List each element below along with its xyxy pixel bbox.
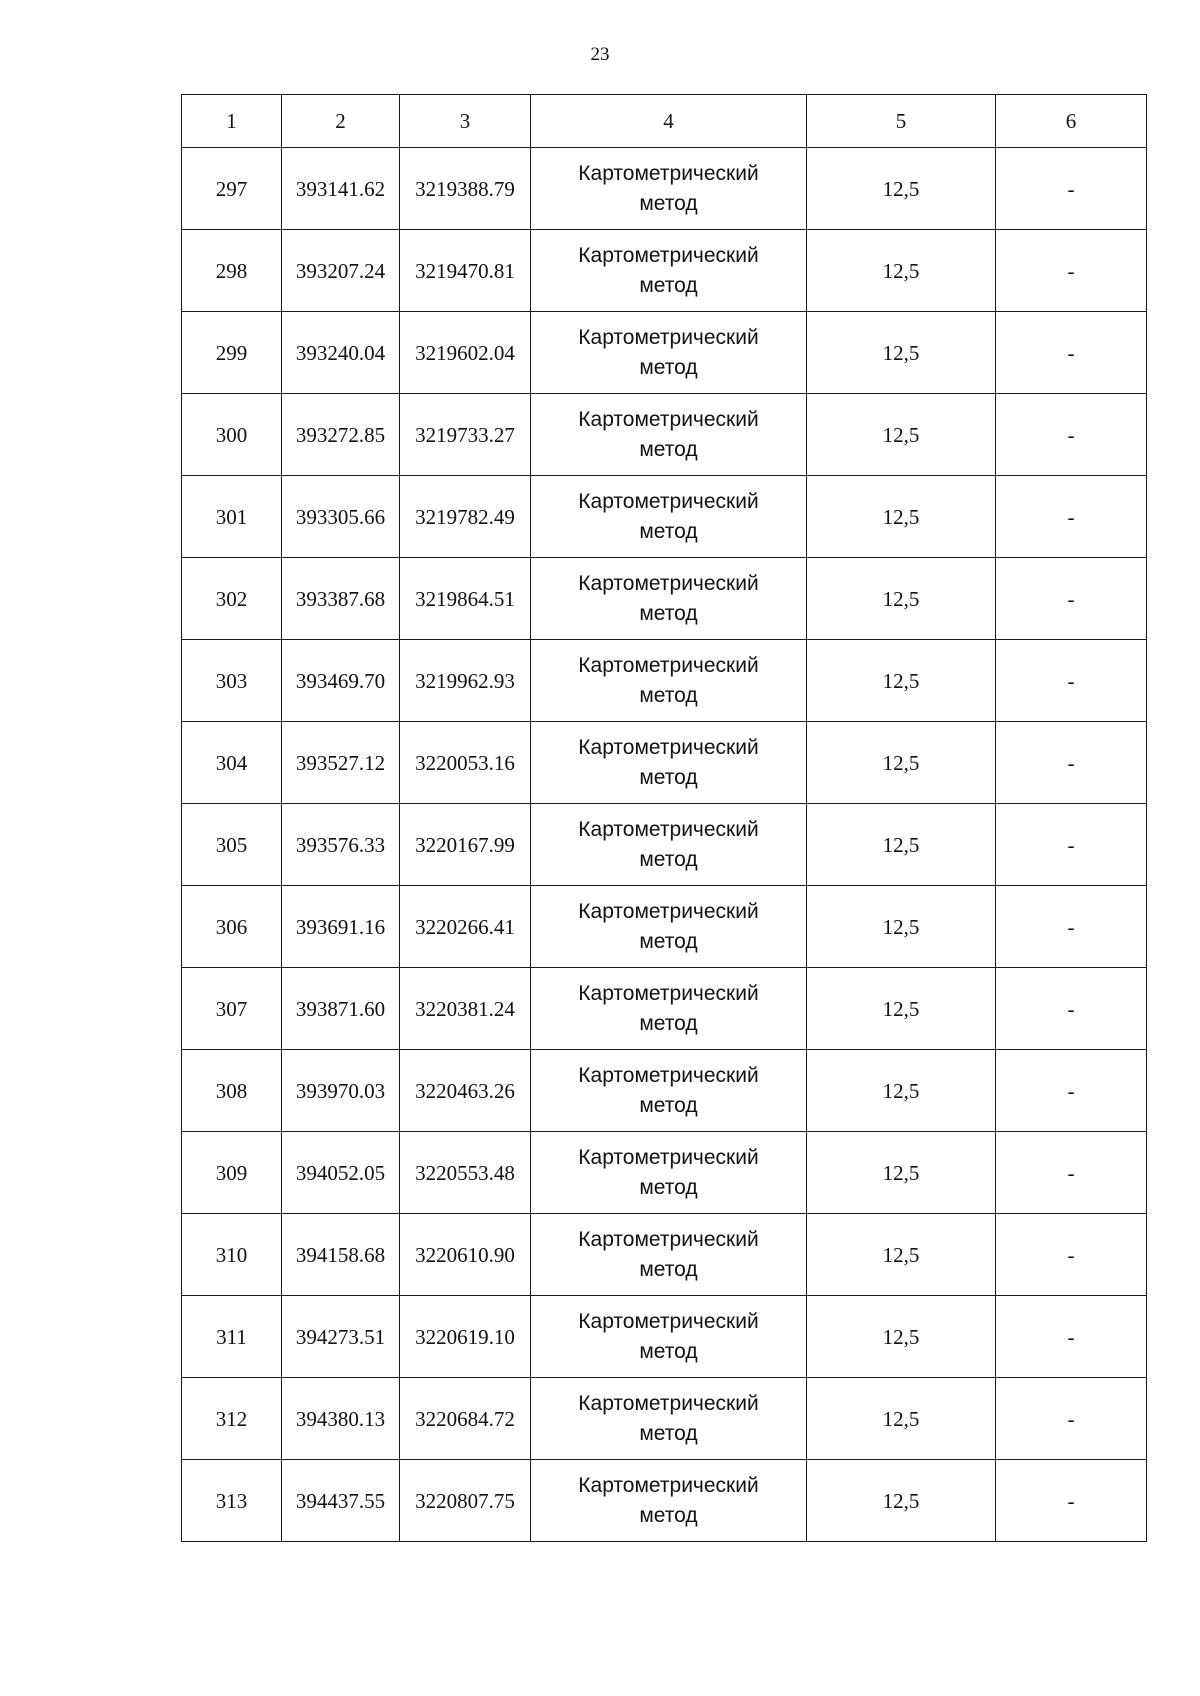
coordinate-x-cell: 394380.13 [282,1378,400,1460]
table-header [182,95,1147,148]
method-cell [531,968,807,1050]
note-cell: - [996,722,1147,804]
table-row [182,394,1147,476]
point-number-cell: 297 [182,148,282,230]
method-cell [531,1378,807,1460]
accuracy-cell: 12,5 [807,640,996,722]
method-line-2: метод [639,1421,698,1445]
method-line-2: метод [639,929,698,953]
method-cell [531,886,807,968]
method-cell [531,1460,807,1542]
accuracy-cell: 12,5 [807,1050,996,1132]
coordinate-x-cell: 393141.62 [282,148,400,230]
note-cell: - [996,968,1147,1050]
header-col-4: 4 [531,95,807,148]
method-line-2: метод [639,847,698,871]
table-row [182,1214,1147,1296]
table-row [182,886,1147,968]
method-line-1: Картометрический [578,571,759,595]
table-row [182,1132,1147,1214]
accuracy-cell: 12,5 [807,722,996,804]
coordinate-y-cell: 3220684.72 [400,1378,531,1460]
table-row [182,640,1147,722]
method-cell [531,804,807,886]
note-cell: - [996,1460,1147,1542]
method-line-2: метод [639,1011,698,1035]
coordinate-y-cell: 3220553.48 [400,1132,531,1214]
note-cell: - [996,1296,1147,1378]
method-line-2: метод [639,273,698,297]
table-row [182,312,1147,394]
method-line-1: Картометрический [578,653,759,677]
note-cell: - [996,394,1147,476]
page-number: 23 [590,44,610,65]
coordinate-x-cell: 393305.66 [282,476,400,558]
method-line-2: метод [639,191,698,215]
point-number-cell: 303 [182,640,282,722]
point-number-cell: 305 [182,804,282,886]
point-number-cell: 302 [182,558,282,640]
header-col-3: 3 [400,95,531,148]
coordinate-x-cell: 393970.03 [282,1050,400,1132]
coordinate-y-cell: 3219388.79 [400,148,531,230]
point-number-cell: 301 [182,476,282,558]
coordinate-y-cell: 3220266.41 [400,886,531,968]
accuracy-cell: 12,5 [807,394,996,476]
method-line-2: метод [639,1175,698,1199]
coordinate-x-cell: 393576.33 [282,804,400,886]
method-line-1: Картометрический [578,1227,759,1251]
table-row [182,804,1147,886]
method-line-1: Картометрический [578,489,759,513]
method-line-2: метод [639,601,698,625]
point-number-cell: 308 [182,1050,282,1132]
coordinate-y-cell: 3220619.10 [400,1296,531,1378]
table-row [182,1050,1147,1132]
coordinate-y-cell: 3219470.81 [400,230,531,312]
accuracy-cell: 12,5 [807,1214,996,1296]
accuracy-cell: 12,5 [807,312,996,394]
method-line-2: метод [639,1339,698,1363]
accuracy-cell: 12,5 [807,476,996,558]
note-cell: - [996,1214,1147,1296]
method-cell [531,476,807,558]
coordinate-y-cell: 3219782.49 [400,476,531,558]
coordinate-y-cell: 3220463.26 [400,1050,531,1132]
method-line-1: Картометрический [578,899,759,923]
note-cell: - [996,640,1147,722]
accuracy-cell: 12,5 [807,1460,996,1542]
point-number-cell: 298 [182,230,282,312]
method-line-2: метод [639,683,698,707]
note-cell: - [996,1050,1147,1132]
method-line-2: метод [639,519,698,543]
point-number-cell: 309 [182,1132,282,1214]
accuracy-cell: 12,5 [807,1378,996,1460]
method-line-2: метод [639,1257,698,1281]
coordinates-table [181,94,1147,1542]
method-line-1: Картометрический [578,817,759,841]
method-cell [531,1050,807,1132]
point-number-cell: 299 [182,312,282,394]
table-row [182,476,1147,558]
coordinate-y-cell: 3219602.04 [400,312,531,394]
point-number-cell: 313 [182,1460,282,1542]
coordinate-y-cell: 3220807.75 [400,1460,531,1542]
header-col-5: 5 [807,95,996,148]
coordinate-y-cell: 3219962.93 [400,640,531,722]
method-cell [531,230,807,312]
method-cell [531,722,807,804]
coordinate-x-cell: 393871.60 [282,968,400,1050]
method-cell [531,148,807,230]
method-line-2: метод [639,355,698,379]
point-number-cell: 307 [182,968,282,1050]
note-cell: - [996,312,1147,394]
note-cell: - [996,1378,1147,1460]
method-cell [531,1132,807,1214]
accuracy-cell: 12,5 [807,886,996,968]
coordinate-y-cell: 3220167.99 [400,804,531,886]
table-row [182,558,1147,640]
point-number-cell: 304 [182,722,282,804]
method-line-1: Картометрический [578,1063,759,1087]
note-cell: - [996,886,1147,968]
accuracy-cell: 12,5 [807,558,996,640]
note-cell: - [996,804,1147,886]
coordinate-y-cell: 3220610.90 [400,1214,531,1296]
method-cell [531,640,807,722]
method-line-1: Картометрический [578,161,759,185]
table-row [182,1378,1147,1460]
method-cell [531,1296,807,1378]
accuracy-cell: 12,5 [807,968,996,1050]
point-number-cell: 300 [182,394,282,476]
note-cell: - [996,1132,1147,1214]
method-line-1: Картометрический [578,1145,759,1169]
table-row [182,722,1147,804]
header-col-6: 6 [996,95,1147,148]
table-body [182,148,1147,1542]
table-row [182,1296,1147,1378]
accuracy-cell: 12,5 [807,1296,996,1378]
note-cell: - [996,148,1147,230]
coordinate-x-cell: 393207.24 [282,230,400,312]
coordinate-y-cell: 3219733.27 [400,394,531,476]
point-number-cell: 310 [182,1214,282,1296]
table-row [182,968,1147,1050]
header-row [182,95,1147,148]
accuracy-cell: 12,5 [807,804,996,886]
coordinate-x-cell: 393469.70 [282,640,400,722]
note-cell: - [996,230,1147,312]
method-line-1: Картометрический [578,1473,759,1497]
method-line-2: метод [639,437,698,461]
coordinate-x-cell: 393527.12 [282,722,400,804]
point-number-cell: 312 [182,1378,282,1460]
table-row [182,1460,1147,1542]
coordinate-y-cell: 3219864.51 [400,558,531,640]
coordinate-x-cell: 393691.16 [282,886,400,968]
method-cell [531,312,807,394]
method-cell [531,1214,807,1296]
coordinate-x-cell: 393272.85 [282,394,400,476]
accuracy-cell: 12,5 [807,230,996,312]
coordinate-y-cell: 3220381.24 [400,968,531,1050]
method-line-1: Картометрический [578,325,759,349]
coordinate-x-cell: 394437.55 [282,1460,400,1542]
method-cell [531,394,807,476]
point-number-cell: 306 [182,886,282,968]
method-line-2: метод [639,765,698,789]
coordinate-x-cell: 394052.05 [282,1132,400,1214]
header-col-2: 2 [282,95,400,148]
method-line-1: Картометрический [578,407,759,431]
method-line-1: Картометрический [578,1391,759,1415]
coordinate-x-cell: 393387.68 [282,558,400,640]
method-line-1: Картометрический [578,981,759,1005]
note-cell: - [996,558,1147,640]
accuracy-cell: 12,5 [807,1132,996,1214]
note-cell: - [996,476,1147,558]
accuracy-cell: 12,5 [807,148,996,230]
method-line-2: метод [639,1093,698,1117]
method-cell [531,558,807,640]
table-row [182,148,1147,230]
method-line-2: метод [639,1503,698,1527]
coordinate-y-cell: 3220053.16 [400,722,531,804]
table-row [182,230,1147,312]
method-line-1: Картометрический [578,243,759,267]
coordinate-x-cell: 393240.04 [282,312,400,394]
coordinate-x-cell: 394158.68 [282,1214,400,1296]
method-line-1: Картометрический [578,735,759,759]
coordinate-x-cell: 394273.51 [282,1296,400,1378]
point-number-cell: 311 [182,1296,282,1378]
header-col-1: 1 [182,95,282,148]
method-line-1: Картометрический [578,1309,759,1333]
